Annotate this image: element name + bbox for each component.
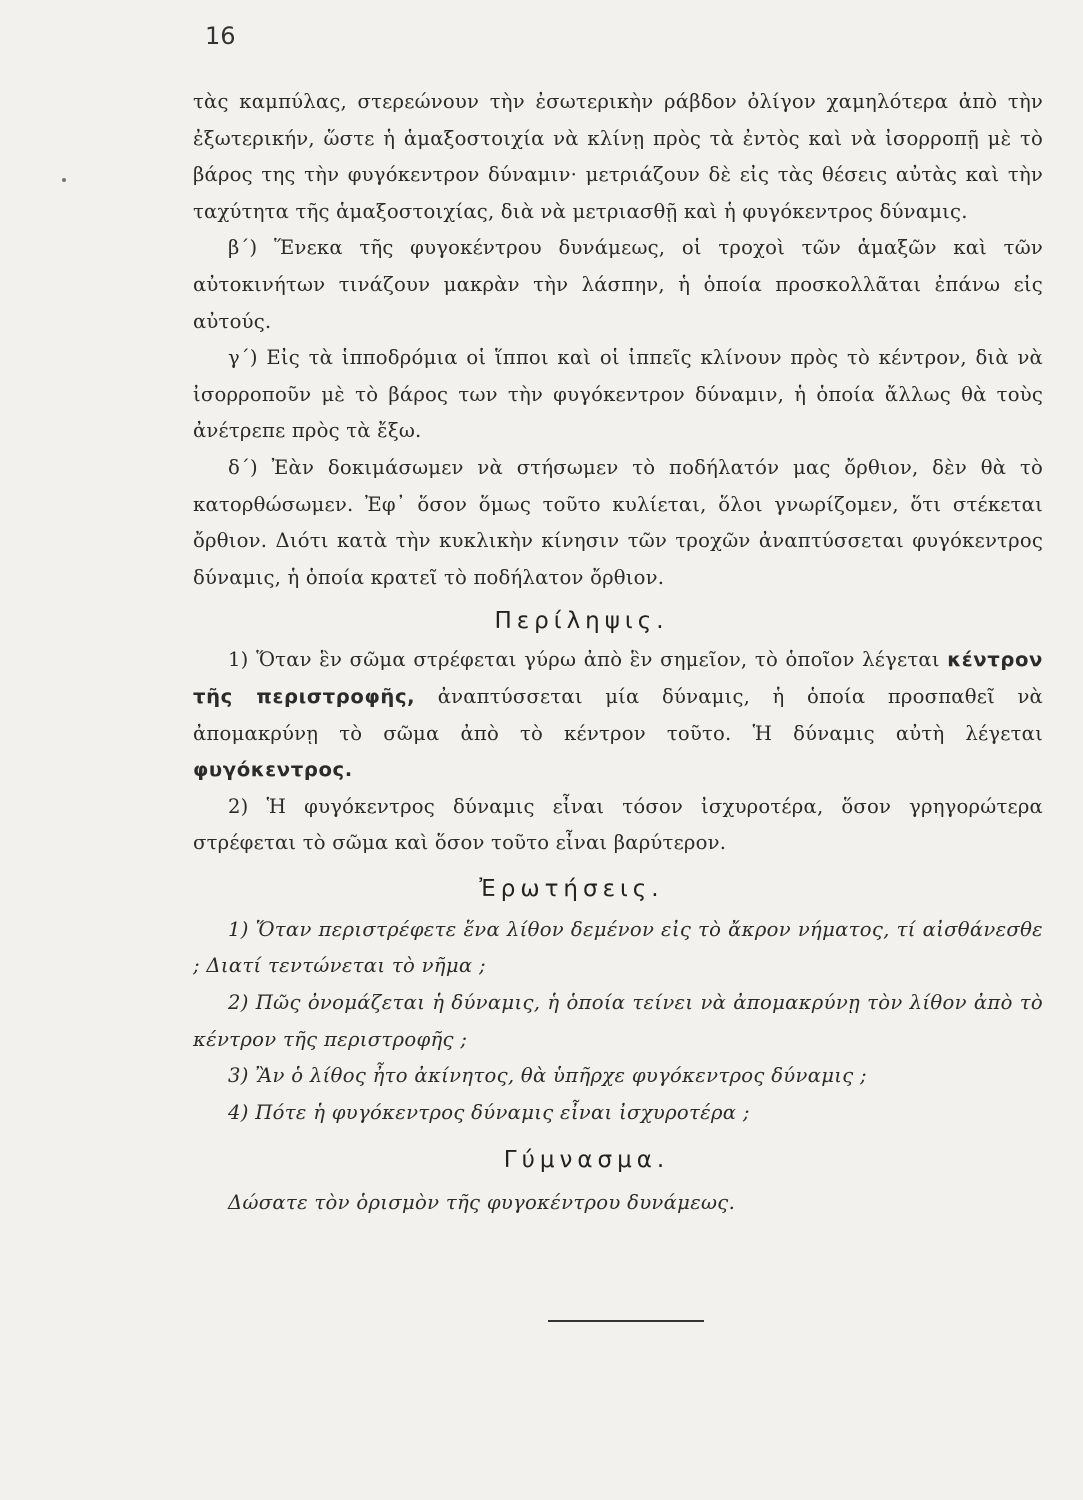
paragraph-beta: β΄) Ἕνεκα τῆς φυγοκέντρου δυνάμεως, οἱ τροχοὶ τῶν ἁμαξῶν καὶ τῶν αὐτοκινήτων τινάζουν μακρὰν τὴν λάσπην, ἡ ὁποία προσκολλᾶται ἐπάνω εἰς αὐτούς. <box>193 236 1043 333</box>
question-item: 3) Ἂν ὁ λίθος ἦτο ἀκίνητος, θὰ ὑπῆρχε φυγόκεντρος δύναμις ; <box>228 1064 867 1088</box>
page-number: 16 <box>205 22 236 50</box>
summary-item-1-text: 1) Ὅταν ἓν σῶμα στρέφεται γύρω ἀπὸ ἓν σημεῖον, τὸ ὁποῖον λέγεται <box>228 648 948 672</box>
question-item: 1) Ὅταν περιστρέφετε ἕνα λίθον δεμένον εἰς τὸ ἄκρον νήματος, τί αἰσθάνεσθε ; Διατί τεντώνεται τὸ νῆμα ; <box>193 917 1043 978</box>
paragraph-delta: δ΄) Ἐὰν δοκιμάσωμεν νὰ στήσωμεν τὸ ποδήλατόν μας ὄρθιον, δὲν θὰ τὸ κατορθώσωμεν. Ἐφ᾿ ὅσον ὅμως τοῦτο κυλίεται, ὅλοι γνωρίζομεν, ὅτι στέκεται ὄρθιον. Διότι κατὰ τὴν κυκλικὴν κίνησιν τῶν τροχῶν ἀναπτύσσεται φυγόκεντρος δύναμις, ἡ ὁποία κρατεῖ τὸ ποδήλατον ὄρθιον. <box>193 455 1043 589</box>
exercise-heading: Γύμνασμα. <box>503 1147 670 1174</box>
summary-bold-term-2: φυγόκεντρος. <box>193 758 353 782</box>
question-item: 4) Πότε ἡ φυγόκεντρος δύναμις εἶναι ἰσχυροτέρα ; <box>228 1100 750 1124</box>
paragraph-continuation: τὰς καμπύλας, στερεώνουν τὴν ἐσωτερικὴν ράβδον ὀλίγον χαμηλότερα ἀπὸ τὴν ἐξωτερικήν, ὥστε ἡ ἁμαξοστοιχία νὰ κλίνῃ πρὸς τὰ ἐντὸς καὶ νὰ ἰσορροπῇ μὲ τὸ βάρος της τὴν φυγόκεντρον δύναμιν· μετριάζουν δὲ εἰς τὰς θέσεις αὐτὰς καὶ τὴν ταχύτητα τῆς ἁμαξοστοιχίας, διὰ νὰ μετριασθῇ καὶ ἡ φυγόκεντρος δύναμις. <box>193 90 1043 223</box>
summary-bold-term: κέντρον τῆς περιστροφῆς, <box>193 648 1043 708</box>
main-text <box>0 84 1083 1222</box>
summary-item-2: 2) Ἡ φυγόκεντρος δύναμις εἶναι τόσον ἰσχυροτέρα, ὅσον γρηγορώτερα στρέφεται τὸ σῶμα καὶ ὅσον τοῦτο εἶναι βαρύτερον. <box>193 794 1043 855</box>
end-rule <box>548 1320 704 1322</box>
summary-heading: Περίληψις. <box>494 608 669 635</box>
summary-item-1-text-2: ἀναπτύσσεται μία δύναμις, ἡ ὁποία προσπαθεῖ νὰ ἀπομακρύνῃ τὸ σῶμα ἀπὸ τὸ κέντρον τοῦτο. Ἡ δύναμις αὐτὴ λέγεται <box>193 684 1043 745</box>
summary-item-1 <box>0 642 1083 788</box>
questions-heading: Ἐρωτήσεις. <box>479 875 664 902</box>
paragraph-gamma: γ΄) Εἰς τὰ ἱπποδρόμια οἱ ἵπποι καὶ οἱ ἱππεῖς κλίνουν πρὸς τὸ κέντρον, διὰ νὰ ἰσορροποῦν μὲ τὸ βάρος των τὴν φυγόκεντρον δύναμιν, ἡ ὁποία ἄλλως θὰ τοὺς ἀνέτρεπε πρὸς τὰ ἔξω. <box>193 346 1043 443</box>
exercise-text: Δώσατε τὸν ὁρισμὸν τῆς φυγοκέντρου δυνάμεως. <box>228 1191 736 1215</box>
question-item: 2) Πῶς ὀνομάζεται ἡ δύναμις, ἡ ὁποία τείνει νὰ ἀπομακρύνῃ τὸν λίθον ἀπὸ τὸ κέντρον τῆς περιστροφῆς ; <box>193 991 1043 1051</box>
